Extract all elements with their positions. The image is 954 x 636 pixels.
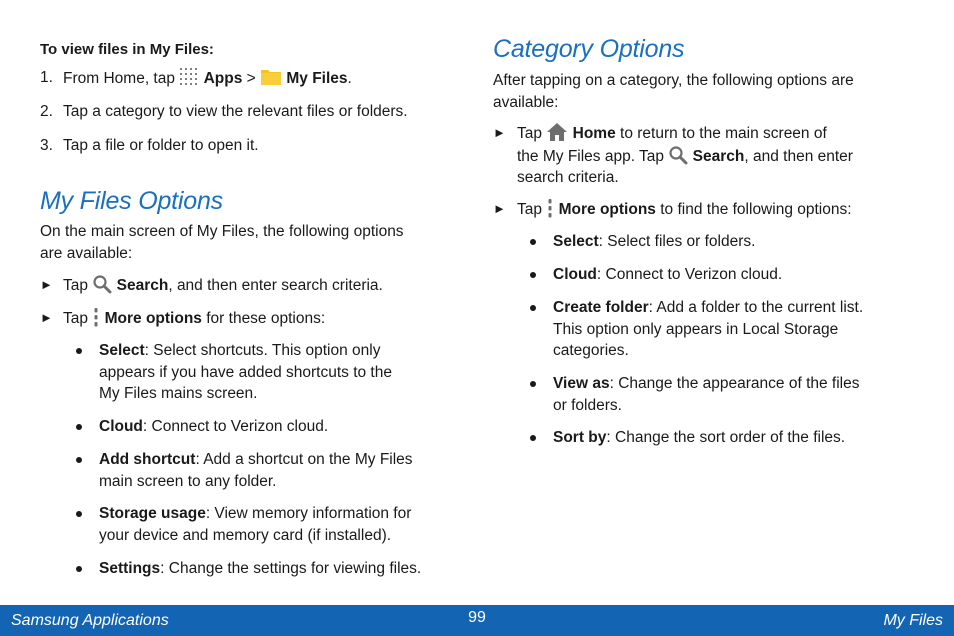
- step-1: [40, 67, 465, 91]
- arrow-item-more-options: ► Tap More options to find the following options:: [493, 198, 913, 220]
- home-icon: [546, 122, 568, 142]
- footer-section: My Files: [883, 612, 943, 629]
- bullet-icon: [530, 272, 536, 278]
- list-item: Sort by: Change the sort order of the files.: [530, 427, 913, 449]
- arrow-item-search: ► Tap Search, and then enter search criteria.: [40, 274, 465, 296]
- arrow-right-icon: ►: [40, 277, 53, 292]
- step-number: 3.: [40, 137, 53, 154]
- page-footer: [0, 605, 954, 636]
- apps-grid-icon: [179, 67, 199, 87]
- bullet-icon: [76, 424, 82, 430]
- list-item: Create folder: Add a folder to the current list. This option only appears in Local Storage categories.: [530, 297, 913, 362]
- step-number: 2.: [40, 103, 53, 120]
- folder-icon: [260, 67, 282, 87]
- bullet-icon: [76, 511, 82, 517]
- bullet-icon: [76, 566, 82, 572]
- search-icon: [92, 274, 112, 294]
- category-intro: After tapping on a category, the following options are available:: [493, 72, 854, 111]
- arrow-item-more-options: ► Tap More options for these options:: [40, 307, 465, 329]
- more-options-icon: [546, 198, 554, 218]
- apps-label: Apps: [203, 70, 243, 87]
- list-item: Cloud: Connect to Verizon cloud.: [530, 264, 913, 286]
- list-item: Cloud: Connect to Verizon cloud.: [76, 416, 465, 438]
- page-number: 99: [468, 609, 486, 626]
- list-item: Add shortcut: Add a shortcut on the My Files main screen to any folder.: [76, 449, 465, 492]
- step-text: Tap a file or folder to open it.: [63, 137, 259, 154]
- step-number: 1.: [40, 69, 53, 86]
- section-intro: On the main screen of My Files, the following options are available:: [40, 223, 404, 262]
- section-title-category-options: Category Options: [493, 35, 685, 63]
- step-2: [40, 101, 465, 123]
- bullet-icon: [530, 305, 536, 311]
- list-item: Storage usage: View memory information for your device and memory card (if installed).: [76, 503, 465, 546]
- step-text: From Home, tap Apps > My Files.: [63, 67, 352, 90]
- search-icon: [668, 145, 688, 165]
- step-text: Tap a category to view the relevant files or folders.: [63, 103, 408, 120]
- section-title-my-files-options: My Files Options: [40, 187, 223, 215]
- arrow-item-home: ► Tap Home to return to the main screen of the My Files app. Tap Search, and then enter search criteria.: [493, 122, 913, 188]
- more-options-icon: [92, 307, 100, 327]
- bullet-icon: [76, 348, 82, 354]
- footer-chapter: Samsung Applications: [11, 612, 169, 629]
- bullet-icon: [530, 435, 536, 441]
- arrow-right-icon: ►: [493, 125, 506, 140]
- bullet-icon: [530, 381, 536, 387]
- intro-heading: To view files in My Files:: [40, 41, 214, 58]
- list-item: View as: Change the appearance of the files or folders.: [530, 373, 913, 416]
- bullet-icon: [76, 457, 82, 463]
- bullet-icon: [530, 239, 536, 245]
- list-item: Select: Select shortcuts. This option only appears if you have added shortcuts to the My Files mains screen.: [76, 340, 465, 405]
- my-files-label: My Files: [286, 70, 348, 87]
- step-3: [40, 135, 465, 157]
- arrow-right-icon: ►: [40, 310, 53, 325]
- list-item: Select: Select files or folders.: [530, 231, 913, 253]
- arrow-right-icon: ►: [493, 201, 506, 216]
- list-item: Settings: Change the settings for viewing files.: [76, 558, 465, 580]
